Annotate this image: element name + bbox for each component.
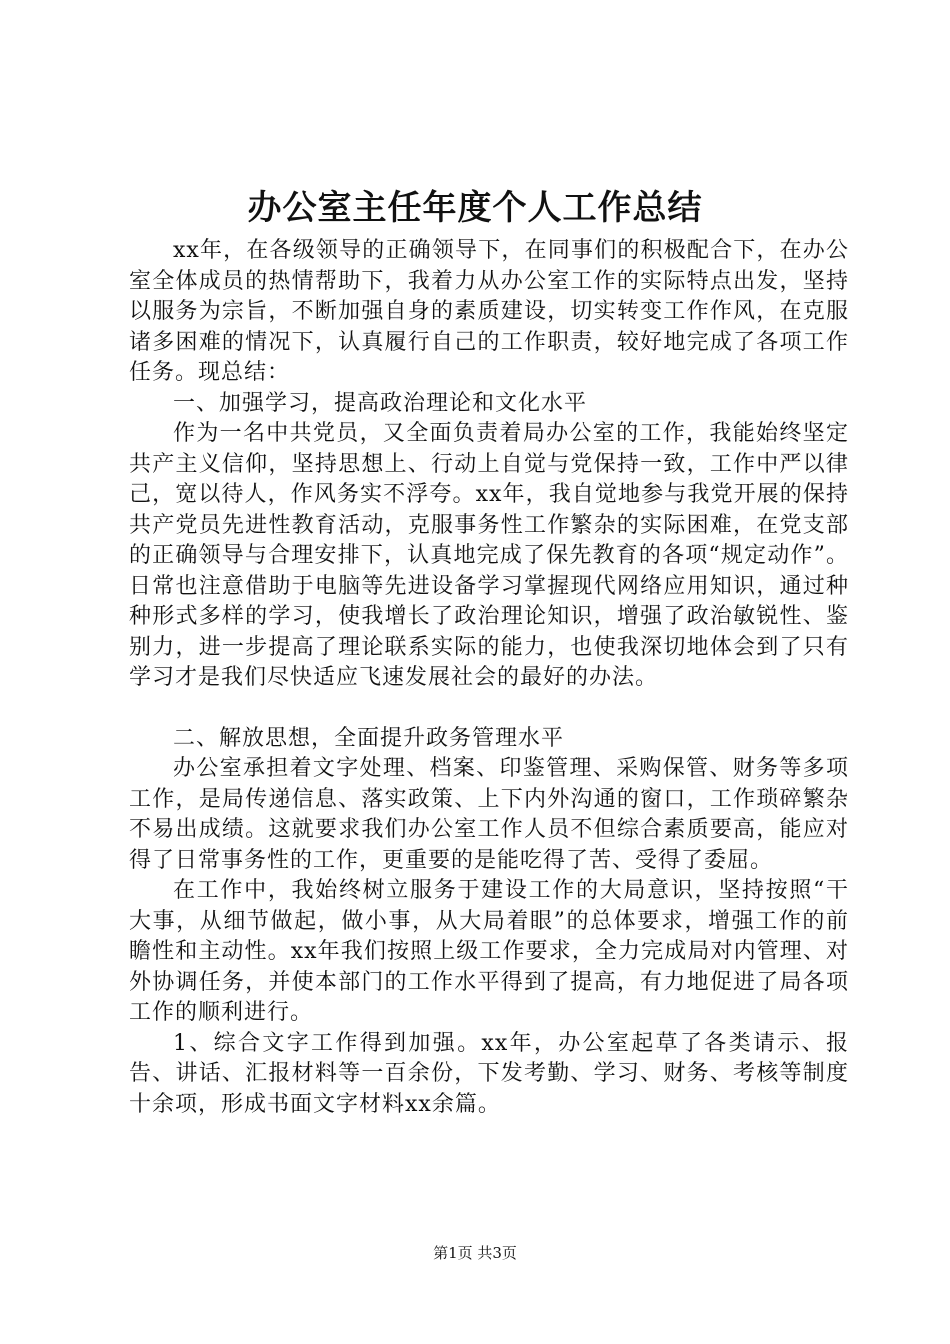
section-1-paragraph: 作为一名中共党员，又全面负责着局办公室的工作，我能始终坚定共产主义信仰，坚持思想上、行动上自觉与党保持一致，工作中严以律己，宽以待人，作风务实不浮夸。xx年，我自觉地参与我党开展的保持共产党员先进性教育活动，克服事务性工作繁杂的实际困难，在党支部的正确领导与合理安排下，认真地完成了保先教育的各项“规定动作”。日常也注意借助于电脑等先进设备学习掌握现代网络应用知识，通过种种形式多样的学习，使我增长了政治理论知识，增强了政治敏锐性、鉴别力，进一步提高了理论联系实际的能力，也使我深切地体会到了只有学习才是我们尽快适应飞速发展社会的最好的办法。 [129,421,849,690]
section-2-paragraph-1: 办公室承担着文字处理、档案、印鉴管理、采购保管、财务等多项工作，是局传递信息、落实政策、上下内外沟通的窗口，工作琐碎繁杂不易出成绩。这就要求我们办公室工作人员不但综合素质要高，能应对得了日常事务性的工作，更重要的是能吃得了苦、受得了委屈。 [129,756,849,873]
section-heading-2: 二、解放思想，全面提升政务管理水平 [173,725,565,751]
intro-paragraph: xx年，在各级领导的正确领导下，在同事们的积极配合下，在办公室全体成员的热情帮助下，我着力从办公室工作的实际特点出发，坚持以服务为宗旨，不断加强自身的素质建设，切实转变工作作风，在克服诸多困难的情况下，认真履行自己的工作职责，较好地完成了各项工作任务。现总结： [129,238,849,385]
section-2-paragraph-2: 在工作中，我始终树立服务于建设工作的大局意识，坚持按照“干大事，从细节做起，做小事，从大局着眼”的总体要求，增强工作的前瞻性和主动性。xx年我们按照上级工作要求，全力完成局对内管理、对外协调任务，并使本部门的工作水平得到了提高，有力地促进了局各项工作的顺利进行。 [129,878,849,1025]
document-body [129,236,849,1120]
document-title: 办公室主任年度个人工作总结 [247,188,703,228]
section-heading-1: 一、加强学习，提高政治理论和文化水平 [173,390,588,416]
page-number-footer: 第1页 共3页 [433,1244,517,1262]
section-2-item-1: 1、综合文字工作得到加强。xx年，办公室起草了各类请示、报告、讲话、汇报材料等一百余份，下发考勤、学习、财务、考核等制度十余项，形成书面文字材料xx余篇。 [129,1030,849,1117]
